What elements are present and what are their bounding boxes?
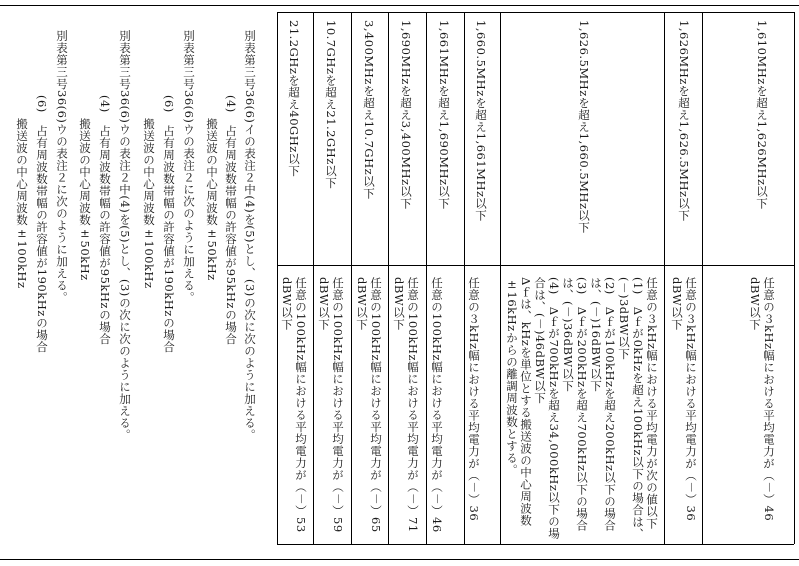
condition-item: ±16kHzからの離調周波数とする。 (505, 277, 519, 476)
table-row (317, 277, 345, 533)
condition-cell: 任意の100kHz幅における平均電力が（－）65 (369, 277, 383, 533)
condition-cell: 任意の３kHz幅における平均電力が次の値以下 (645, 277, 659, 530)
condition-item: は、(－)36dBW以下 (561, 277, 575, 392)
table-row (670, 277, 698, 521)
row-divider (426, 12, 427, 544)
note-item: (4) 占有周波数帯幅の許容値が95kHzの場合 (98, 95, 112, 345)
table-row (755, 20, 769, 210)
note-heading: 別表第三号36(6)ウの表注２中(4)を(5)とし、(3)の次に次のように加える。 (118, 30, 132, 441)
condition-unit: dBW以下 (280, 277, 294, 331)
note-item: (6) 占有周波数帯幅の許容値が190kHzの場合 (162, 95, 176, 353)
row-divider (388, 12, 389, 544)
table-bottom-border (277, 544, 794, 545)
table-mid-border (277, 265, 794, 266)
band-cell: 1,626MHzを超え1,626.5MHz以下 (677, 20, 691, 222)
condition-item: (－)3dBW以下 (617, 277, 631, 360)
condition-unit: dBW以下 (748, 277, 762, 331)
table-row (430, 277, 444, 533)
note-item: 搬送波の中心周波数±100kHz (142, 118, 156, 289)
table-right-border (794, 12, 795, 544)
note-item: 搬送波の中心周波数±50kHz (205, 118, 219, 281)
condition-item: Δｆは、kHzを単位とする搬送波の中心周波数 (519, 277, 533, 527)
table-row (577, 20, 591, 234)
condition-cell: 任意の100kHz幅における平均電力が（－）59 (331, 277, 345, 533)
table-row (748, 277, 776, 521)
table-row (362, 20, 376, 199)
note-heading: 別表第三号36(6)ウの表注２に次のように加える。 (182, 30, 196, 304)
condition-item: (4) Δｆが700kHzを超え34,000kHz以下の場 (547, 277, 561, 540)
condition-unit: dBW以下 (392, 277, 406, 331)
row-divider (702, 12, 703, 544)
table-row (474, 20, 488, 222)
condition-item: (2) Δｆが100kHzを超え200kHz以下の場合 (603, 277, 617, 532)
condition-unit: dBW以下 (355, 277, 369, 331)
note-heading: 別表第三号36(6)イの表注２中(4)を(5)とし、(3)の次に次のように加える。 (243, 30, 257, 441)
band-cell: 10.7GHzを超え21.2GHz以下 (324, 20, 338, 189)
note-item: (6) 占有周波数帯幅の許容値が190kHzの場合 (35, 95, 49, 353)
condition-cell: 任意の100kHz幅における平均電力が（－）46 (430, 277, 444, 533)
top-rule (0, 5, 799, 6)
table-row (287, 20, 301, 177)
row-divider (351, 12, 352, 544)
condition-unit: dBW以下 (317, 277, 331, 331)
row-divider (500, 12, 501, 544)
table-row (399, 20, 413, 210)
row-divider (313, 12, 314, 544)
band-cell: 1,660.5MHzを超え1,661MHz以下 (474, 20, 488, 222)
note-item: (4) 占有周波数帯幅の許容値が95kHzの場合 (224, 95, 238, 345)
condition-cell: 任意の３kHz幅における平均電力が（－）46 (762, 277, 776, 522)
condition-item: 合は、(－)46dBW以下 (533, 277, 547, 404)
band-cell: 1,661MHzを超え1,690MHz以下 (437, 20, 451, 210)
note-item: 搬送波の中心周波数±100kHz (15, 118, 29, 289)
condition-unit: dBW以下 (670, 277, 684, 331)
condition-item: は、(－)16dBW以下 (589, 277, 603, 392)
band-cell: 1,690MHzを超え3,400MHz以下 (399, 20, 413, 210)
emission-table (277, 12, 794, 544)
note-item: 搬送波の中心周波数±50kHz (78, 118, 92, 281)
table-row (324, 20, 338, 189)
row-divider (664, 12, 665, 544)
note-heading: 別表第三号36(6)ウの表注２に次のように加える。 (55, 30, 69, 304)
table-left-border (277, 12, 278, 544)
table-row (437, 20, 451, 210)
band-cell: 3,400MHzを超え10.7GHz以下 (362, 20, 376, 200)
bottom-rule (0, 559, 799, 560)
condition-item: (3) Δｆが200kHzを超え700kHz以下の場合 (575, 277, 589, 532)
band-cell: 21.2GHzを超え40GHz以下 (287, 20, 301, 177)
table-row (467, 277, 481, 521)
band-cell: 1,610MHzを超え1,626MHz以下 (755, 20, 769, 210)
table-row (355, 277, 383, 533)
table-row (280, 277, 308, 533)
condition-cell: 任意の３kHz幅における平均電力が（－）36 (467, 277, 481, 522)
band-cell: 1,626.5MHzを超え1,660.5MHz以下 (577, 20, 591, 234)
condition-cell: 任意の100kHz幅における平均電力が（－）53 (294, 277, 308, 533)
row-divider (464, 12, 465, 544)
condition-item: (1) Δｆが0kHzを超え100kHz以下の場合は、 (631, 277, 645, 540)
condition-cell: 任意の３kHz幅における平均電力が（－）36 (684, 277, 698, 522)
table-row (392, 277, 420, 533)
table-row (677, 20, 691, 222)
table-top-border (277, 12, 794, 13)
condition-cell: 任意の100kHz幅における平均電力が（－）71 (406, 277, 420, 533)
table-row (505, 277, 659, 540)
